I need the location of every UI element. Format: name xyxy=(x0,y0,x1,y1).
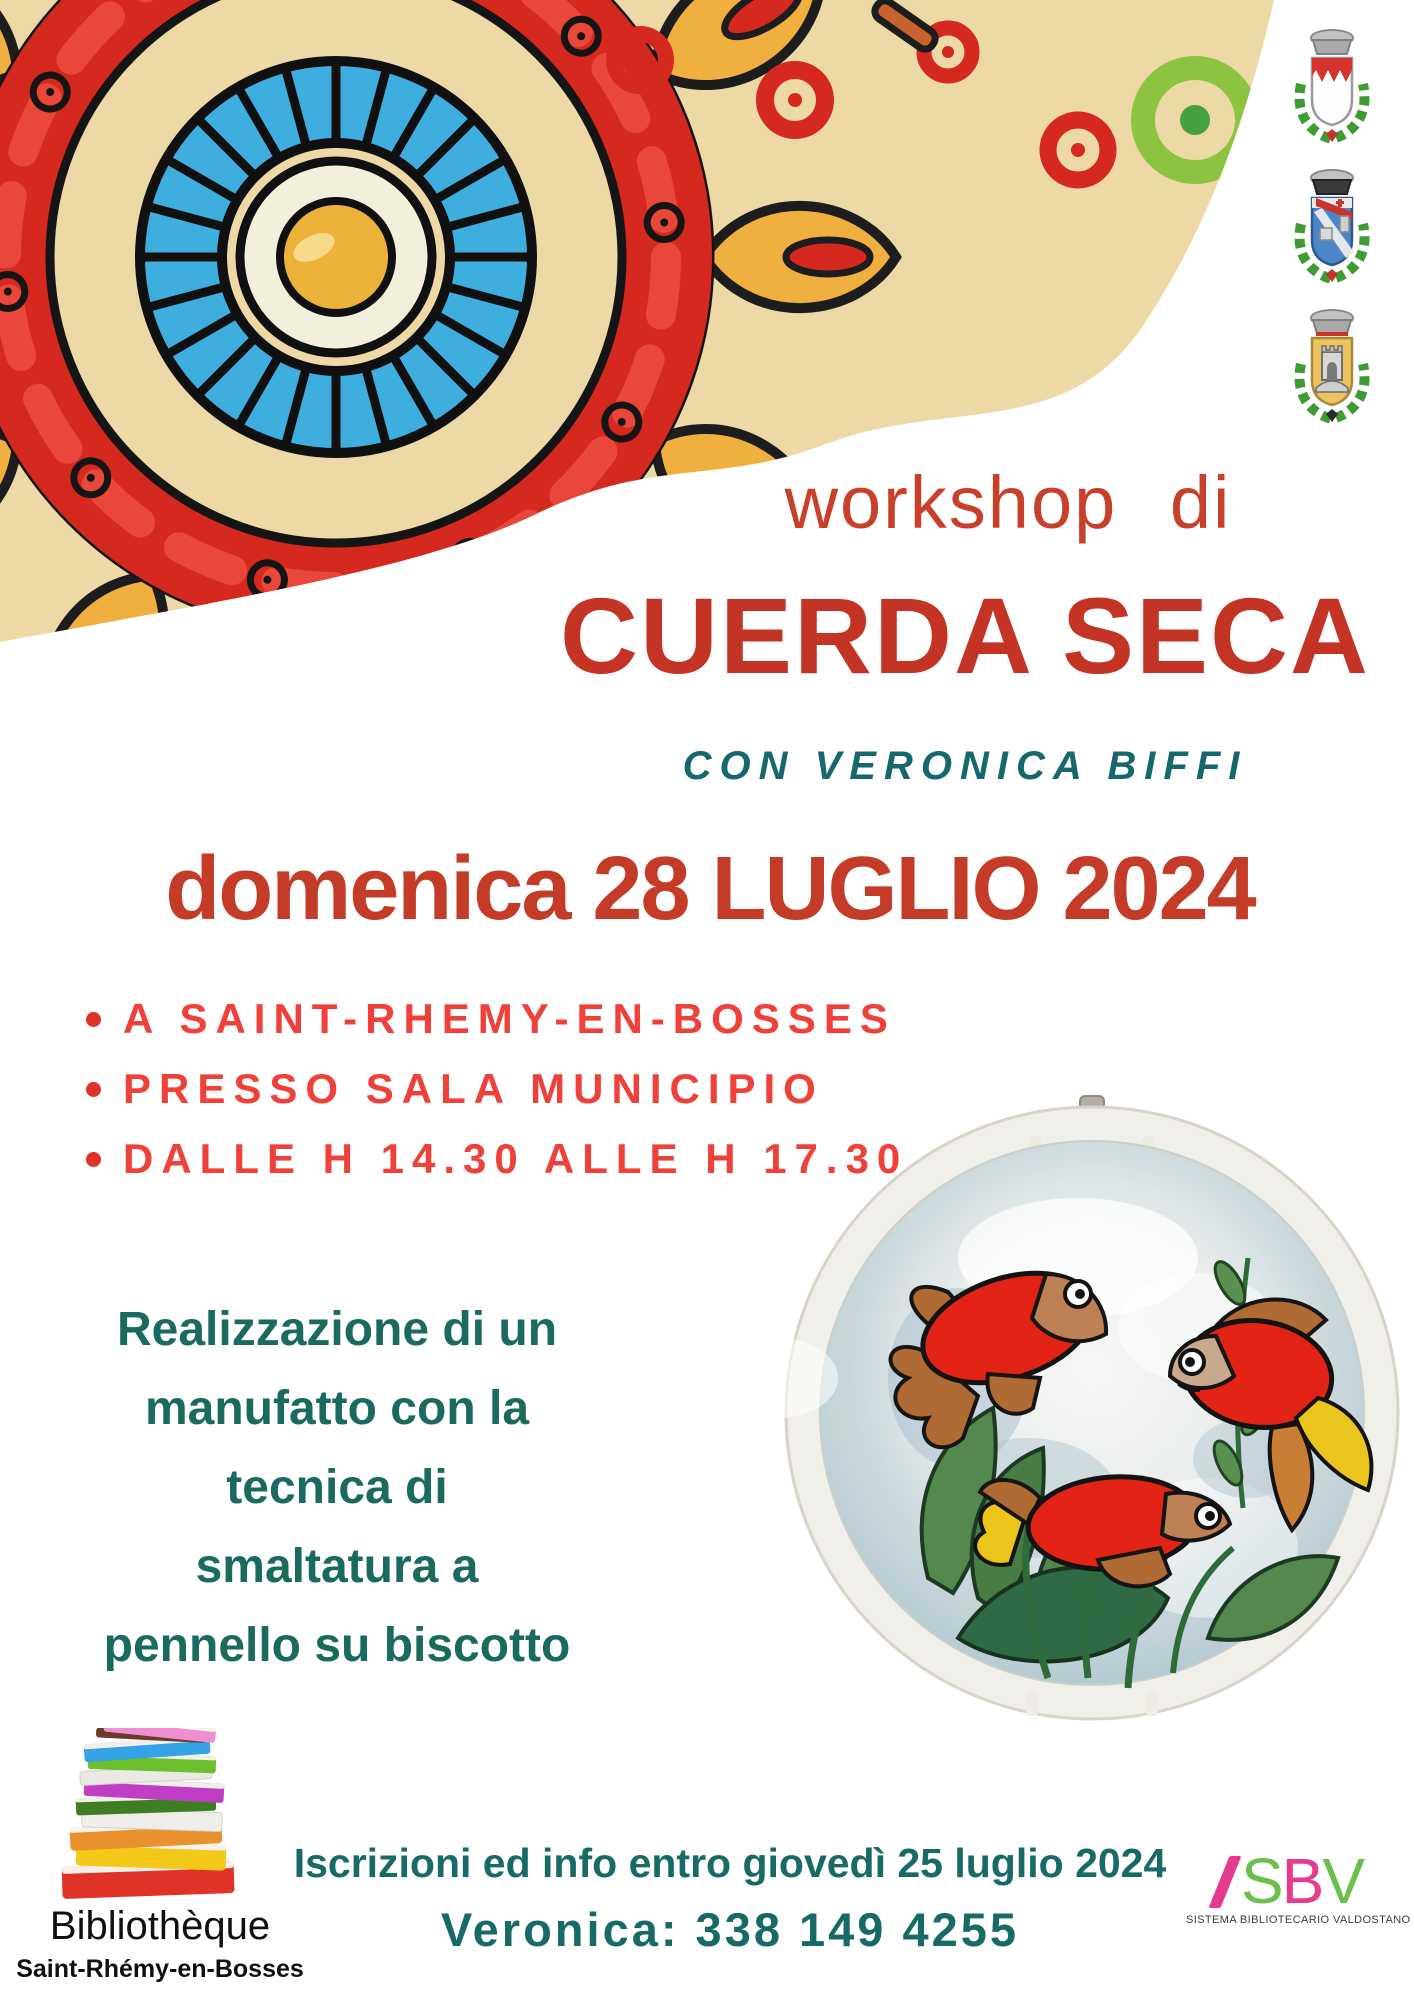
event-time: DALLE H 14.30 ALLE H 17.30 xyxy=(123,1135,909,1182)
registration-info xyxy=(250,1840,1210,1957)
sbv-letter-v: V xyxy=(1322,1845,1366,1917)
description-line: smaltatura a xyxy=(195,1540,479,1593)
library-name: Bibliothèque xyxy=(49,1904,271,1948)
workshop-kicker: workshop di xyxy=(784,461,1232,544)
description-line: manufatto con la xyxy=(144,1382,530,1435)
contact-phone: Veronica: 338 149 4255 xyxy=(440,1903,1020,1956)
sbv-logo xyxy=(1186,1845,1411,1926)
event-venue: PRESSO SALA MUNICIPIO xyxy=(123,1065,824,1112)
page-title: CUERDA SECA xyxy=(559,575,1371,696)
sbv-letters xyxy=(1186,1845,1398,1917)
description-line: Realizzazione di un xyxy=(116,1303,558,1356)
municipal-crests xyxy=(1284,26,1380,424)
event-date: domenica 28 LUGLIO 2024 xyxy=(165,839,1255,939)
sbv-letter-b: B xyxy=(1281,1845,1325,1917)
description-line: tecnica di xyxy=(226,1461,448,1514)
event-location: A SAINT-RHEMY-EN-BOSSES xyxy=(123,995,896,1042)
title-block xyxy=(540,460,1390,789)
library-logo xyxy=(52,1728,247,1903)
book-stack-icon xyxy=(52,1728,247,1903)
registration-deadline: Iscrizioni ed info entro giovedì 25 luglio 2024 xyxy=(293,1840,1167,1886)
bullet-dot xyxy=(86,1152,101,1167)
fish-plate-illustration xyxy=(778,1078,1406,1728)
description-line: pennello su biscotto xyxy=(103,1619,571,1672)
municipal-crest-2-icon xyxy=(1286,166,1378,284)
bullet-dot xyxy=(86,1012,101,1027)
sbv-slash-icon xyxy=(1208,1856,1241,1908)
municipal-crest-3-icon xyxy=(1286,306,1378,424)
bullet-dot xyxy=(86,1082,101,1097)
library-subtitle: Saint-Rhémy-en-Bosses xyxy=(16,1955,304,1983)
ceramic-plate-photo xyxy=(778,1078,1406,1728)
workshop-description xyxy=(82,1290,592,1685)
instructor-subtitle: CON VERONICA BIFFI xyxy=(682,744,1248,788)
list-item xyxy=(86,984,908,1054)
municipal-crest-1-icon xyxy=(1286,26,1378,144)
sbv-letter-s: S xyxy=(1240,1845,1284,1917)
sbv-full-name: SISTEMA BIBLIOTECARIO VALDOSTANO xyxy=(1186,1914,1411,1926)
